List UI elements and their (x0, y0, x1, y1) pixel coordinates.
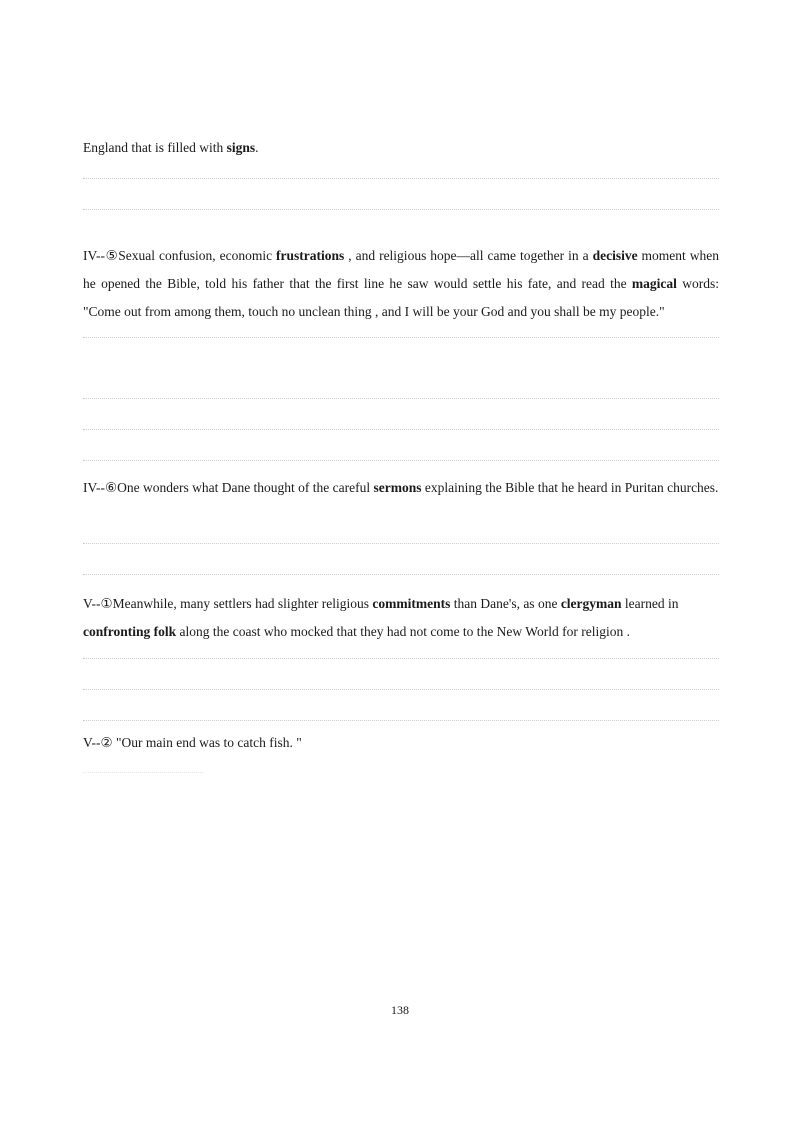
paragraph-continuation (83, 134, 719, 162)
paragraph-v-1 (83, 590, 719, 646)
writing-line (83, 398, 719, 399)
writing-line (83, 689, 719, 690)
page-number: 138 (391, 1003, 409, 1017)
text-run: V--①Meanwhile, many settlers had slighter religious (83, 596, 373, 611)
vocab-term: magical (631, 276, 677, 291)
text-run: along the coast who mocked that they had not come to the New World for religion . (176, 624, 630, 639)
writing-line (83, 209, 719, 210)
text-run: . (255, 140, 259, 155)
writing-line (83, 460, 719, 461)
text-run: IV--⑤Sexual confusion, economic (83, 248, 277, 263)
paragraph-iv-6 (83, 474, 719, 502)
text-run: , and religious hope—all came together in a (344, 248, 593, 263)
writing-line (83, 178, 719, 179)
text-run: IV--⑥One wonders what Dane thought of the careful (83, 480, 374, 495)
text-run: words: "Come out from among them, touch no unclean thing , and I will be your God and you shall be my people." (83, 276, 719, 319)
writing-line (83, 658, 719, 659)
text-run: V--② "Our main end was to catch fish. " (83, 735, 302, 750)
text-run: moment when he opened the Bible, told his father that the first line he saw would settle his fate, and read the (83, 248, 720, 291)
vocab-term: clergyman (560, 596, 622, 611)
vocab-term: decisive (592, 248, 638, 263)
writing-line (83, 720, 719, 721)
vocab-term: commitments (372, 596, 451, 611)
text-run: than Dane's, as one (450, 596, 561, 611)
writing-line (83, 429, 719, 430)
vocab-term: confronting folk (83, 624, 177, 639)
text-run: learned in (621, 596, 679, 611)
paragraph-v-2 (83, 729, 719, 757)
vocab-term: frustrations (276, 248, 345, 263)
writing-line (83, 337, 719, 338)
writing-line (83, 772, 203, 773)
text-run: England that is filled with (83, 140, 227, 155)
vocab-term: signs (226, 140, 256, 155)
paragraph-iv-5 (83, 242, 719, 326)
writing-line (83, 574, 719, 575)
writing-line (83, 543, 719, 544)
text-run: explaining the Bible that he heard in Puritan churches. (421, 480, 719, 495)
vocab-term: sermons (373, 480, 422, 495)
